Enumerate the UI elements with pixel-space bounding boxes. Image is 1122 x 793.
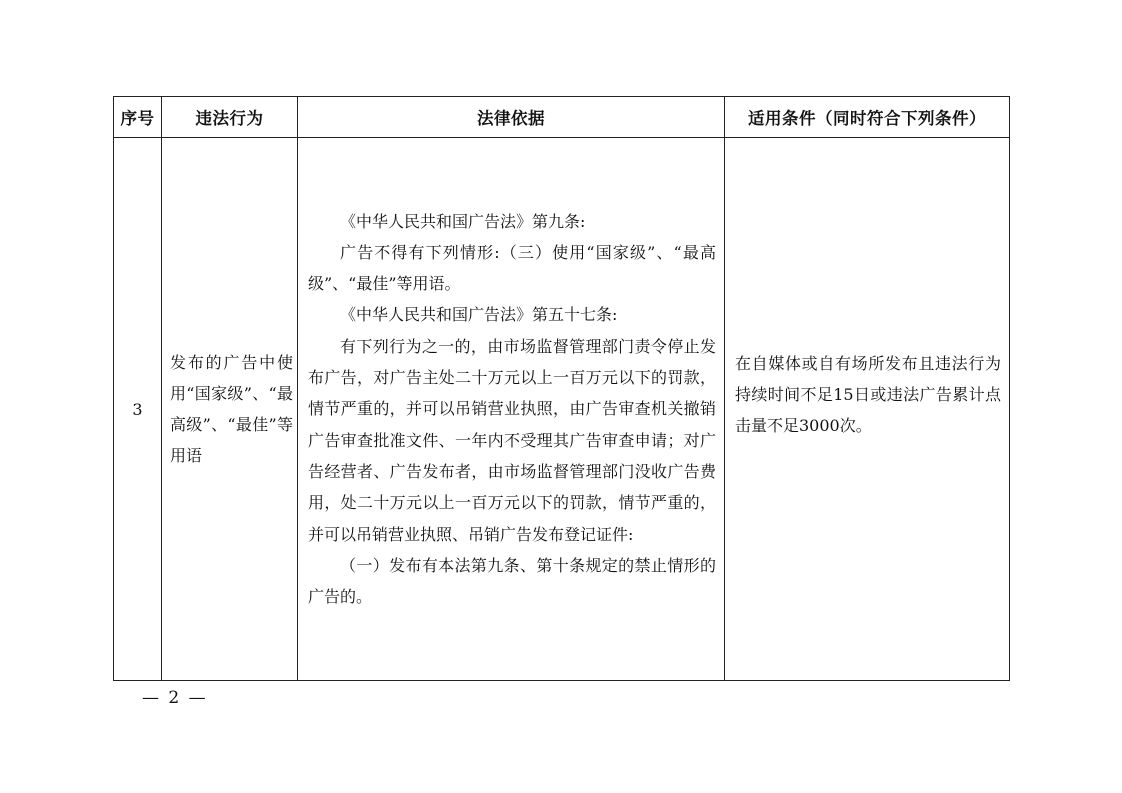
basis-paragraph: 《中华人民共和国广告法》第九条:: [340, 211, 586, 231]
header-seq: 序号: [114, 97, 162, 138]
table-row: [114, 138, 1010, 681]
row-seq: 3: [114, 138, 162, 681]
table-header-row: [114, 97, 1010, 138]
header-conditions: 适用条件（同时符合下列条件）: [725, 97, 1010, 138]
row-basis: [298, 138, 725, 681]
basis-paragraph: 有下列行为之一的，由市场监督管理部门责令停止发布广告，对广告主处二十万元以上一百万元以下的罚款，情节严重的，并可以吊销营业执照，由广告审查机关撤销广告审查批准文件、一年内不受理其广告审查申请；对广告经营者、广告发布者，由市场监督管理部门没收广告费用，处二十万元以上一百万元以下的罚款，情节严重的，并可以吊销营业执照、吊销广告发布登记证件:: [308, 336, 716, 544]
header-behavior: 违法行为: [162, 97, 298, 138]
basis-paragraph: 《中华人民共和国广告法》第五十七条:: [340, 305, 618, 325]
violation-table: [113, 96, 1010, 681]
basis-paragraph: 广告不得有下列情形:（三）使用“国家级”、“最高级”、“最佳”等用语。: [308, 242, 716, 294]
header-basis: 法律依据: [298, 97, 725, 138]
page-number: — 2 —: [142, 688, 208, 708]
row-behavior: 发布的广告中使用“国家级”、“最高级”、“最佳”等用语: [162, 138, 298, 681]
basis-paragraph: （一）发布有本法第九条、第十条规定的禁止情形的广告的。: [308, 555, 716, 607]
row-conditions: 在自媒体或自有场所发布且违法行为持续时间不足15日或违法广告累计点击量不足3000次。: [725, 138, 1010, 681]
